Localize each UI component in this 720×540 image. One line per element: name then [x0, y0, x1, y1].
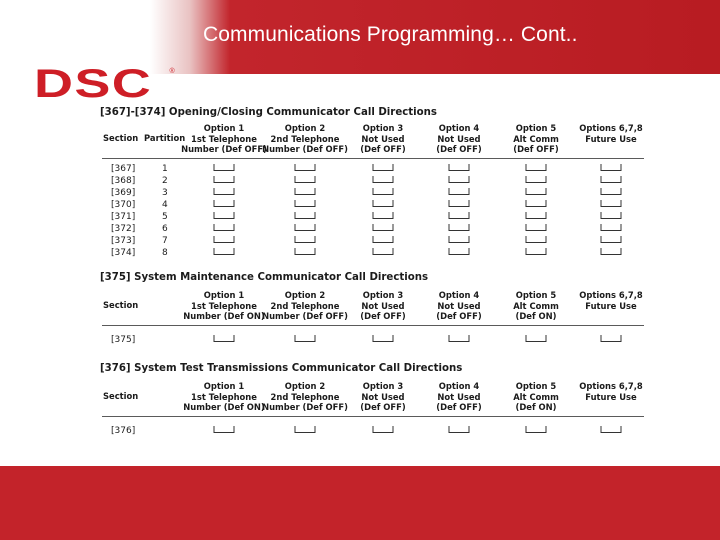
option-entry-box[interactable] [373, 212, 394, 219]
header-line: Number (Def ON) [183, 402, 265, 412]
header-line: Not Used [437, 300, 481, 311]
header-line: 2nd Telephone [270, 391, 340, 402]
header-line: 1st Telephone [191, 300, 257, 311]
table-row [100, 187, 648, 199]
table-row [100, 235, 648, 247]
header-option-4 [436, 381, 481, 413]
option-entry-box[interactable] [373, 426, 394, 433]
header-line: Number (Def ON) [183, 311, 265, 321]
option-entry-box[interactable] [601, 426, 622, 433]
option-entry-box[interactable] [526, 200, 547, 207]
header-line: (Def OFF) [436, 144, 482, 154]
row-section-number: [375] [111, 335, 136, 345]
option-entry-box[interactable] [214, 176, 235, 183]
header-line: Not Used [361, 300, 405, 311]
column-header-row [100, 381, 648, 414]
option-entry-box[interactable] [449, 248, 470, 255]
option-entry-box[interactable] [214, 188, 235, 195]
option-entry-box[interactable] [449, 224, 470, 231]
header-line: 2nd Telephone [270, 300, 340, 311]
option-entry-box[interactable] [214, 426, 235, 433]
footer-band [0, 466, 720, 540]
option-entry-box[interactable] [295, 188, 316, 195]
programming-worksheet [100, 106, 648, 437]
option-entry-box[interactable] [601, 212, 622, 219]
option-entry-box[interactable] [295, 335, 316, 342]
option-entry-box[interactable] [373, 236, 394, 243]
option-entry-box[interactable] [373, 188, 394, 195]
header-option-1 [181, 123, 267, 155]
dsc-logo [34, 62, 175, 106]
option-entry-box[interactable] [526, 188, 547, 195]
option-entry-box[interactable] [449, 176, 470, 183]
option-entry-box[interactable] [449, 188, 470, 195]
option-entry-box[interactable] [214, 212, 235, 219]
option-entry-box[interactable] [449, 335, 470, 342]
row-partition-number: 4 [162, 200, 168, 210]
header-line: Option 3 [362, 290, 404, 300]
row-section-number: [371] [111, 212, 136, 222]
header-line [579, 311, 642, 322]
option-entry-box[interactable] [214, 200, 235, 207]
header-option-5 [513, 381, 559, 413]
header-line: Number (Def OFF) [181, 144, 267, 154]
row-section-number: [374] [111, 248, 136, 258]
table-row [100, 175, 648, 187]
option-entry-box[interactable] [373, 200, 394, 207]
header-section: Section [103, 133, 139, 143]
option-entry-box[interactable] [601, 164, 622, 171]
option-entry-box[interactable] [449, 200, 470, 207]
header-line: 2nd Telephone [270, 133, 340, 144]
header-line: (Def ON) [515, 311, 557, 321]
option-entry-box[interactable] [214, 335, 235, 342]
option-entry-box[interactable] [295, 212, 316, 219]
header-line: Option 4 [438, 123, 480, 133]
header-line: Option 1 [203, 290, 245, 300]
option-entry-box[interactable] [526, 164, 547, 171]
header-section: Section [103, 300, 139, 310]
column-header-row [100, 290, 648, 323]
column-header-row [100, 123, 648, 156]
option-entry-box[interactable] [526, 248, 547, 255]
header-line: Not Used [437, 391, 481, 402]
option-entry-box[interactable] [601, 335, 622, 342]
section-title: [375] System Maintenance Communicator Call Directions [100, 272, 429, 283]
header-line: Option 2 [284, 123, 326, 133]
header-line: Number (Def OFF) [262, 311, 348, 321]
header-rule [102, 416, 644, 417]
header-line: Option 5 [515, 381, 557, 391]
header-option-5 [513, 123, 559, 155]
header-line: (Def OFF) [360, 402, 406, 412]
header-line: (Def OFF) [360, 311, 406, 321]
header-option-4 [436, 123, 481, 155]
row-partition-number: 2 [162, 176, 168, 186]
header-line: (Def OFF) [436, 311, 482, 321]
option-entry-box[interactable] [295, 164, 316, 171]
table-row [100, 223, 648, 235]
header-line: Option 5 [515, 290, 557, 300]
header-line: (Def ON) [515, 402, 557, 412]
section-title: [376] System Test Transmissions Communicator Call Directions [100, 363, 463, 374]
option-entry-box[interactable] [295, 176, 316, 183]
option-entry-box[interactable] [601, 188, 622, 195]
row-partition-number: 1 [162, 164, 168, 174]
header-option-5 [513, 290, 559, 322]
option-entry-box[interactable] [526, 426, 547, 433]
header-line: Option 2 [284, 290, 326, 300]
option-entry-box[interactable] [601, 236, 622, 243]
header-line: (Def OFF) [436, 402, 482, 412]
header-line [579, 144, 642, 155]
row-partition-number: 5 [162, 212, 168, 222]
header-option-4 [436, 290, 481, 322]
option-entry-box[interactable] [449, 236, 470, 243]
option-entry-box[interactable] [526, 224, 547, 231]
header-line: Alt Comm [513, 133, 559, 144]
header-line: Option 3 [362, 123, 404, 133]
option-entry-box[interactable] [214, 248, 235, 255]
header-option-6 [579, 381, 642, 413]
table-row [100, 163, 648, 175]
header-line: Future Use [585, 300, 637, 311]
header-line: Options 6,7,8 [579, 290, 643, 300]
header-line: Alt Comm [513, 391, 559, 402]
row-partition-number: 7 [162, 236, 168, 246]
row-section-number: [372] [111, 224, 136, 234]
section-rows [100, 334, 648, 346]
option-entry-box[interactable] [214, 164, 235, 171]
header-rule [102, 158, 644, 159]
row-partition-number: 8 [162, 248, 168, 258]
option-entry-box[interactable] [295, 426, 316, 433]
header-option-6 [579, 290, 642, 322]
option-entry-box[interactable] [601, 200, 622, 207]
option-entry-box[interactable] [526, 176, 547, 183]
header-line: Option 2 [284, 381, 326, 391]
header-line: Alt Comm [513, 300, 559, 311]
header-line: Option 4 [438, 290, 480, 300]
header-option-3 [360, 381, 405, 413]
option-entry-box[interactable] [526, 236, 547, 243]
option-entry-box[interactable] [295, 224, 316, 231]
header-line: Future Use [585, 391, 637, 402]
row-partition-number: 3 [162, 188, 168, 198]
header-line: Future Use [585, 133, 637, 144]
option-entry-box[interactable] [373, 335, 394, 342]
option-entry-box[interactable] [373, 164, 394, 171]
logo-wordmark: DSC [34, 62, 153, 106]
option-entry-box[interactable] [601, 176, 622, 183]
option-entry-box[interactable] [214, 236, 235, 243]
table-row [100, 247, 648, 259]
slide-title: Communications Programming… Cont.. [203, 23, 578, 46]
option-entry-box[interactable] [214, 224, 235, 231]
option-entry-box[interactable] [373, 176, 394, 183]
header-section: Section [103, 391, 139, 401]
header-option-6 [579, 123, 642, 155]
row-section-number: [368] [111, 176, 136, 186]
row-section-number: [373] [111, 236, 136, 246]
header-line: Option 1 [203, 381, 245, 391]
header-option-3 [360, 290, 405, 322]
header-line: Number (Def OFF) [262, 144, 348, 154]
row-section-number: [370] [111, 200, 136, 210]
row-section-number: [369] [111, 188, 136, 198]
table-row [100, 199, 648, 211]
registered-mark: ® [169, 68, 175, 75]
section-title: [367]-[374] Opening/Closing Communicator Call Directions [100, 107, 437, 118]
header-option-1 [183, 290, 264, 322]
option-entry-box[interactable] [601, 224, 622, 231]
header-option-2 [262, 123, 348, 155]
row-section-number: [376] [111, 426, 136, 436]
section-rows [100, 163, 648, 259]
row-partition-number: 6 [162, 224, 168, 234]
header-line [579, 402, 642, 413]
option-entry-box[interactable] [373, 248, 394, 255]
option-entry-box[interactable] [526, 212, 547, 219]
header-line: Not Used [361, 133, 405, 144]
table-row [100, 425, 648, 437]
option-entry-box[interactable] [295, 248, 316, 255]
header-option-2 [262, 290, 348, 322]
header-option-1 [183, 381, 264, 413]
option-entry-box[interactable] [449, 426, 470, 433]
header-line: Option 1 [203, 123, 245, 133]
option-entry-box[interactable] [373, 224, 394, 231]
header-option-3 [360, 123, 405, 155]
header-line: Options 6,7,8 [579, 123, 643, 133]
option-entry-box[interactable] [295, 200, 316, 207]
header-line: Not Used [361, 391, 405, 402]
header-partition: Partition [144, 133, 186, 143]
option-entry-box[interactable] [449, 164, 470, 171]
header-line: Options 6,7,8 [579, 381, 643, 391]
option-entry-box[interactable] [601, 248, 622, 255]
header-line: (Def OFF) [360, 144, 406, 154]
header-line: Option 5 [515, 123, 557, 133]
option-entry-box[interactable] [295, 236, 316, 243]
option-entry-box[interactable] [526, 335, 547, 342]
header-option-2 [262, 381, 348, 413]
header-line: Number (Def OFF) [262, 402, 348, 412]
header-line: 1st Telephone [191, 391, 257, 402]
table-row [100, 211, 648, 223]
header-line: Option 3 [362, 381, 404, 391]
option-entry-box[interactable] [449, 212, 470, 219]
row-section-number: [367] [111, 164, 136, 174]
header-rule [102, 325, 644, 326]
header-line: (Def OFF) [513, 144, 559, 154]
header-line: Option 4 [438, 381, 480, 391]
header-line: 1st Telephone [191, 133, 257, 144]
header-line: Not Used [437, 133, 481, 144]
table-row [100, 334, 648, 346]
section-rows [100, 425, 648, 437]
